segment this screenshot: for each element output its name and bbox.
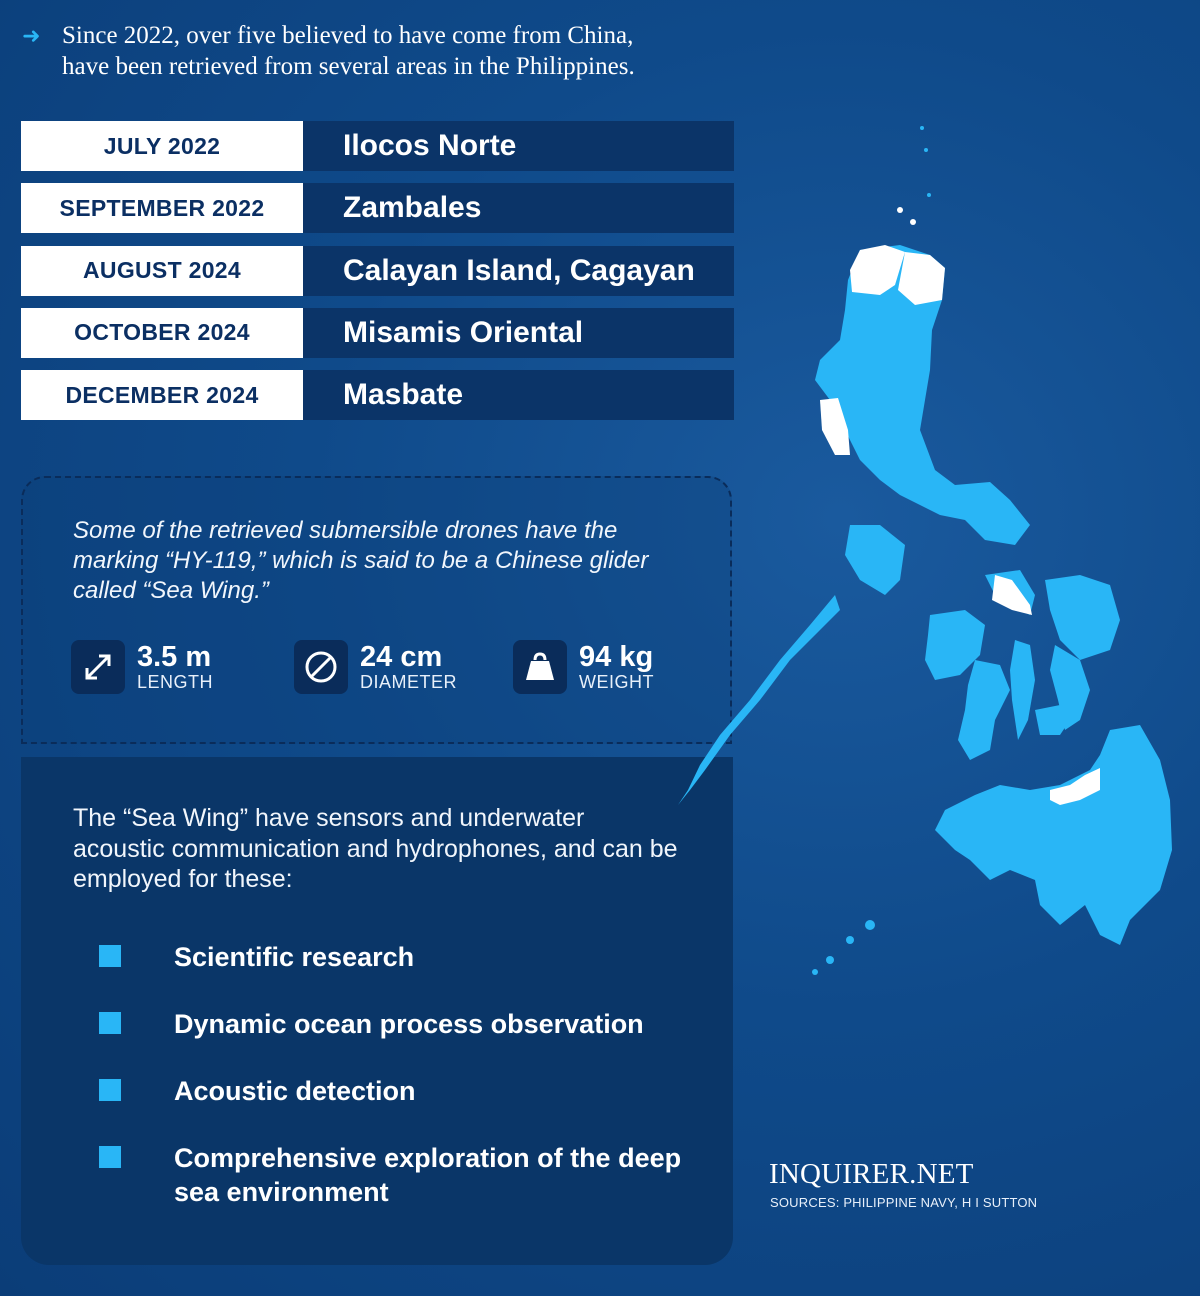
retrieval-timeline bbox=[21, 121, 734, 432]
uses-lead-line: acoustic communication and hydrophones, and can be bbox=[73, 834, 678, 863]
stat-diameter bbox=[294, 640, 457, 694]
stat-length bbox=[71, 640, 213, 694]
stat-weight bbox=[513, 640, 654, 694]
use-item bbox=[99, 1074, 694, 1108]
timeline-date: JULY 2022 bbox=[21, 121, 303, 171]
uses-panel bbox=[21, 757, 733, 1265]
stat-value: 3.5 m bbox=[137, 641, 212, 673]
specs-note-line: called “Sea Wing.” bbox=[73, 577, 269, 604]
specs-note-line: marking “HY-119,” which is said to be a Chinese glider bbox=[73, 547, 649, 574]
intro-text bbox=[62, 20, 635, 82]
philippines-map bbox=[650, 110, 1200, 1010]
stat-value: 24 cm bbox=[360, 641, 443, 673]
map-land bbox=[678, 126, 1172, 975]
diagonal-arrow-icon bbox=[71, 640, 125, 694]
arrow-right-icon: ➜ bbox=[22, 24, 41, 49]
bullet-square-icon bbox=[99, 1012, 121, 1034]
timeline-place: Misamis Oriental bbox=[303, 308, 734, 358]
bullet-square-icon bbox=[99, 945, 121, 967]
timeline-place: Zambales bbox=[303, 183, 734, 233]
timeline-row bbox=[21, 370, 734, 420]
timeline-row bbox=[21, 308, 734, 358]
timeline-place: Masbate bbox=[303, 370, 734, 420]
stat-label: DIAMETER bbox=[360, 672, 458, 692]
timeline-row bbox=[21, 246, 734, 296]
stat-label: WEIGHT bbox=[579, 672, 654, 692]
sources-note: SOURCES: PHILIPPINE NAVY, H I SUTTON bbox=[770, 1195, 1038, 1210]
weight-icon bbox=[513, 640, 567, 694]
specs-note bbox=[73, 516, 673, 606]
use-item-text: Acoustic detection bbox=[174, 1076, 416, 1106]
uses-lead bbox=[73, 803, 713, 895]
timeline-place: Calayan Island, Cagayan bbox=[303, 246, 734, 296]
intro-text-line: Since 2022, over five believed to have come from China, bbox=[62, 22, 634, 49]
intro-text-line: have been retrieved from several areas in the Philippines. bbox=[62, 53, 635, 80]
brand-logo: INQUIRER.NET bbox=[769, 1158, 974, 1190]
uses-lead-line: employed for these: bbox=[73, 865, 293, 893]
timeline-place: Ilocos Norte bbox=[303, 121, 734, 171]
timeline-date: OCTOBER 2024 bbox=[21, 308, 303, 358]
diameter-icon bbox=[294, 640, 348, 694]
use-item-text: Dynamic ocean process observation bbox=[174, 1009, 644, 1039]
use-item bbox=[99, 1007, 694, 1041]
use-item bbox=[99, 1141, 694, 1209]
timeline-date: AUGUST 2024 bbox=[21, 246, 303, 296]
use-item bbox=[99, 940, 694, 974]
stat-value: 94 kg bbox=[579, 641, 654, 673]
intro bbox=[22, 20, 722, 82]
bullet-square-icon bbox=[99, 1146, 121, 1168]
timeline-date: SEPTEMBER 2022 bbox=[21, 183, 303, 233]
stat-label: LENGTH bbox=[137, 672, 214, 692]
timeline-row bbox=[21, 183, 734, 233]
bullet-square-icon bbox=[99, 1079, 121, 1101]
drone-specs-panel bbox=[21, 476, 732, 744]
uses-lead-line: The “Sea Wing” have sensors and underwater bbox=[73, 804, 585, 832]
timeline-row bbox=[21, 121, 734, 171]
timeline-date: DECEMBER 2024 bbox=[21, 370, 303, 420]
use-item-text: Comprehensive exploration of the deep sea environment bbox=[174, 1143, 682, 1207]
use-item-text: Scientific research bbox=[174, 942, 415, 972]
specs-note-line: Some of the retrieved submersible drones have the bbox=[73, 517, 618, 544]
